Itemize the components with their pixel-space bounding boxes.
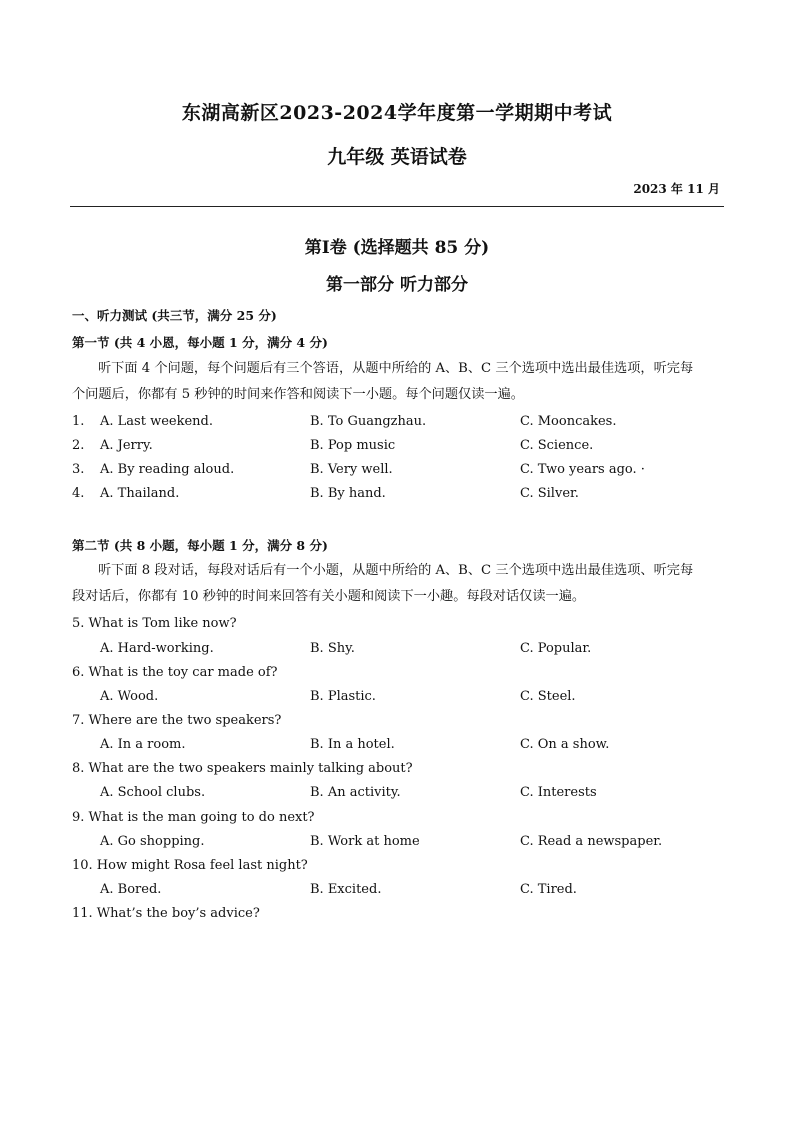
option-b: B. By hand. [310, 486, 386, 501]
question-text: 11. What’s the boy’s advice? [72, 906, 260, 921]
section2-instructions-line2: 段对话后，你都有 10 秒钟的时间来回答有关小题和阅读下一小趣。每段对话仅读一遍。 [72, 589, 586, 604]
section2-instructions [72, 558, 724, 610]
section1-instructions-line1: 听下面 4 个问题，每个问题后有三个答语，从题中所给的 A、B、C 三个选项中选出最佳选项，听完每 [98, 361, 694, 376]
list-item [72, 414, 724, 434]
question-text: 7. Where are the two speakers? [72, 713, 282, 728]
list-item [72, 689, 724, 709]
list-item [72, 641, 724, 661]
part-title: 第一部分 听力部分 [326, 275, 468, 295]
list-item [72, 737, 724, 757]
option-a: A. Last weekend. [100, 414, 213, 429]
question-text: 9. What is the man going to do next? [72, 810, 315, 825]
list-item [72, 486, 724, 506]
option-a: A. Wood. [100, 689, 159, 704]
option-a: A. School clubs. [100, 785, 206, 800]
item-number: 2. [72, 438, 85, 453]
list-item [72, 785, 724, 805]
question-text: 10. How might Rosa feel last night? [72, 858, 308, 873]
question-text: 8. What are the two speakers mainly talking about? [72, 761, 413, 776]
section2-heading: 第二节 (共 8 小题，每小题 1 分，满分 8 分) [72, 538, 328, 553]
option-a: A. By reading aloud. [100, 462, 235, 477]
exam-subtitle: 九年级 英语试卷 [327, 146, 467, 168]
option-b: B. Excited. [310, 882, 382, 897]
option-a: A. Jerry. [100, 438, 153, 453]
option-a: A. Thailand. [100, 486, 180, 501]
option-c: C. Steel. [520, 689, 576, 704]
option-b: B. In a hotel. [310, 737, 395, 752]
header-divider [70, 206, 724, 207]
option-b: B. To Guangzhau. [310, 414, 427, 429]
exam-date: 2023 年 11 月 [633, 182, 720, 196]
option-b: B. Pop music [310, 438, 396, 453]
item-number: 4. [72, 486, 85, 501]
option-b: B. Shy. [310, 641, 355, 656]
list-item [72, 834, 724, 854]
list-item [72, 882, 724, 902]
question-text: 5. What is Tom like now? [72, 616, 237, 631]
option-b: B. Very well. [310, 462, 393, 477]
list-item [72, 438, 724, 458]
option-b: B. Plastic. [310, 689, 376, 704]
option-c: C. Read a newspaper. [520, 834, 663, 849]
option-a: A. Bored. [100, 882, 162, 897]
listening-heading: 一、听力测试 (共三节，满分 25 分) [72, 308, 277, 323]
option-c: C. Mooncakes. [520, 414, 617, 429]
question-text: 6. What is the toy car made of? [72, 665, 278, 680]
option-b: B. An activity. [310, 785, 401, 800]
section1-instructions [72, 356, 724, 408]
option-c: C. Popular. [520, 641, 592, 656]
option-a: A. In a room. [100, 737, 186, 752]
option-c: C. Interests [520, 785, 597, 800]
list-item [72, 462, 724, 482]
option-a: A. Go shopping. [100, 834, 205, 849]
option-a: A. Hard-working. [100, 641, 214, 656]
section1-instructions-line2: 个问题后，你都有 5 秒钟的时间来作答和阅读下一小题。每个问题仅读一遍。 [72, 387, 524, 402]
option-c: C. On a show. [520, 737, 610, 752]
option-c: C. Two years ago. · [520, 462, 645, 477]
exam-title: 东湖高新区2023-2024学年度第一学期期中考试 [181, 102, 613, 124]
option-c: C. Tired. [520, 882, 577, 897]
section1-heading: 第一节 (共 4 小恩，每小题 1 分，满分 4 分) [72, 335, 328, 350]
item-number: 1. [72, 414, 85, 429]
option-c: C. Silver. [520, 486, 579, 501]
option-b: B. Work at home [310, 834, 420, 849]
option-c: C. Science. [520, 438, 594, 453]
section2-instructions-line1: 听下面 8 段对话，每段对话后有一个小题，从题中所给的 A、B、C 三个选项中选出最佳选项、听完每 [98, 563, 694, 578]
volume-title: 第Ⅰ卷 (选择题共 85 分) [304, 238, 490, 258]
item-number: 3. [72, 462, 85, 477]
